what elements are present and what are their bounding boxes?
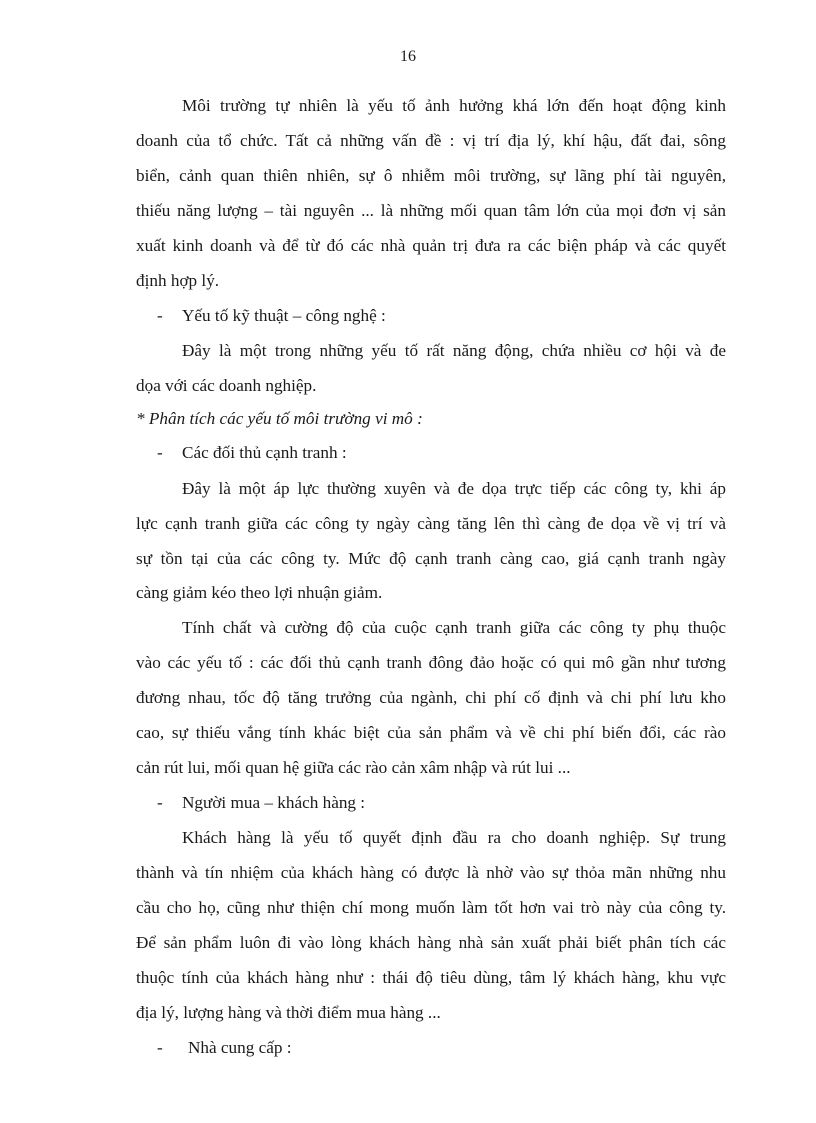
- paragraph-line: Khách hàng là yếu tố quyết định đầu ra cho doanh nghiệp. Sự trung: [182, 828, 726, 847]
- paragraph-line: sự tồn tại của các công ty. Mức độ cạnh tranh càng cao, giá cạnh tranh ngày: [136, 549, 726, 568]
- paragraph-line: cản rút lui, mối quan hệ giữa các rào cản xâm nhập và rút lui ...: [136, 758, 571, 777]
- bullet-heading: Nhà cung cấp :: [188, 1038, 292, 1057]
- paragraph-line: cao, sự thiếu vắng tính khác biệt của sản phẩm và về chi phí biến đổi, các rào: [136, 723, 726, 742]
- paragraph-line: Tính chất và cường độ của cuộc cạnh tranh giữa các công ty phụ thuộc: [182, 618, 726, 637]
- bullet-heading: Các đối thủ cạnh tranh :: [182, 443, 347, 462]
- paragraph-line: định hợp lý.: [136, 271, 220, 290]
- paragraph-line: lực cạnh tranh giữa các công ty ngày càng tăng lên thì càng đe dọa về vị trí và: [136, 514, 726, 533]
- section-heading: * Phân tích các yếu tố môi trường vi mô :: [136, 409, 423, 428]
- paragraph-line: cầu cho họ, cũng như thiện chí mong muốn làm tốt hơn vai trò này của công ty.: [136, 898, 726, 917]
- paragraph-line: vào các yếu tố : các đối thủ cạnh tranh đông đảo hoặc có qui mô gần như tương: [136, 653, 726, 672]
- page-number: 16: [400, 48, 416, 65]
- paragraph-line: biển, cảnh quan thiên nhiên, sự ô nhiễm môi trường, sự lãng phí tài nguyên,: [136, 166, 726, 185]
- paragraph-line: Môi trường tự nhiên là yếu tố ảnh hưởng khá lớn đến hoạt động kinh: [182, 96, 726, 115]
- bullet-heading: Người mua – khách hàng :: [182, 793, 366, 812]
- paragraph-line: xuất kinh doanh và để từ đó các nhà quản trị đưa ra các biện pháp và các quyết: [136, 236, 726, 255]
- bullet-heading: Yếu tố kỹ thuật – công nghệ :: [182, 306, 386, 325]
- paragraph-line: địa lý, lượng hàng và thời điểm mua hàng ...: [136, 1003, 441, 1022]
- paragraph-line: Đây là một áp lực thường xuyên và đe dọa trực tiếp các công ty, khi áp: [182, 479, 726, 498]
- paragraph-line: doanh của tổ chức. Tất cả những vấn đề : vị trí địa lý, khí hậu, đất đai, sông: [136, 131, 726, 150]
- paragraph-line: Đây là một trong những yếu tố rất năng động, chứa nhiều cơ hội và đe: [182, 341, 726, 360]
- paragraph-line: thuộc tính của khách hàng như : thái độ tiêu dùng, tâm lý khách hàng, khu vực: [136, 968, 726, 987]
- paragraph-line: Để sản phẩm luôn đi vào lòng khách hàng nhà sản xuất phải biết phân tích các: [136, 933, 726, 952]
- bullet-dash: -: [157, 443, 163, 462]
- bullet-dash: -: [157, 1038, 163, 1057]
- bullet-dash: -: [157, 793, 163, 812]
- paragraph-line: càng giảm kéo theo lợi nhuận giảm.: [136, 583, 383, 602]
- paragraph-line: dọa với các doanh nghiệp.: [136, 376, 317, 395]
- bullet-dash: -: [157, 306, 163, 325]
- paragraph-line: thiếu năng lượng – tài nguyên ... là những mối quan tâm lớn của mọi đơn vị sản: [136, 201, 726, 220]
- paragraph-line: thành và tín nhiệm của khách hàng có được là nhờ vào sự thỏa mãn những nhu: [136, 863, 726, 882]
- paragraph-line: đương nhau, tốc độ tăng trưởng của ngành, chi phí cố định và chi phí lưu kho: [136, 688, 726, 707]
